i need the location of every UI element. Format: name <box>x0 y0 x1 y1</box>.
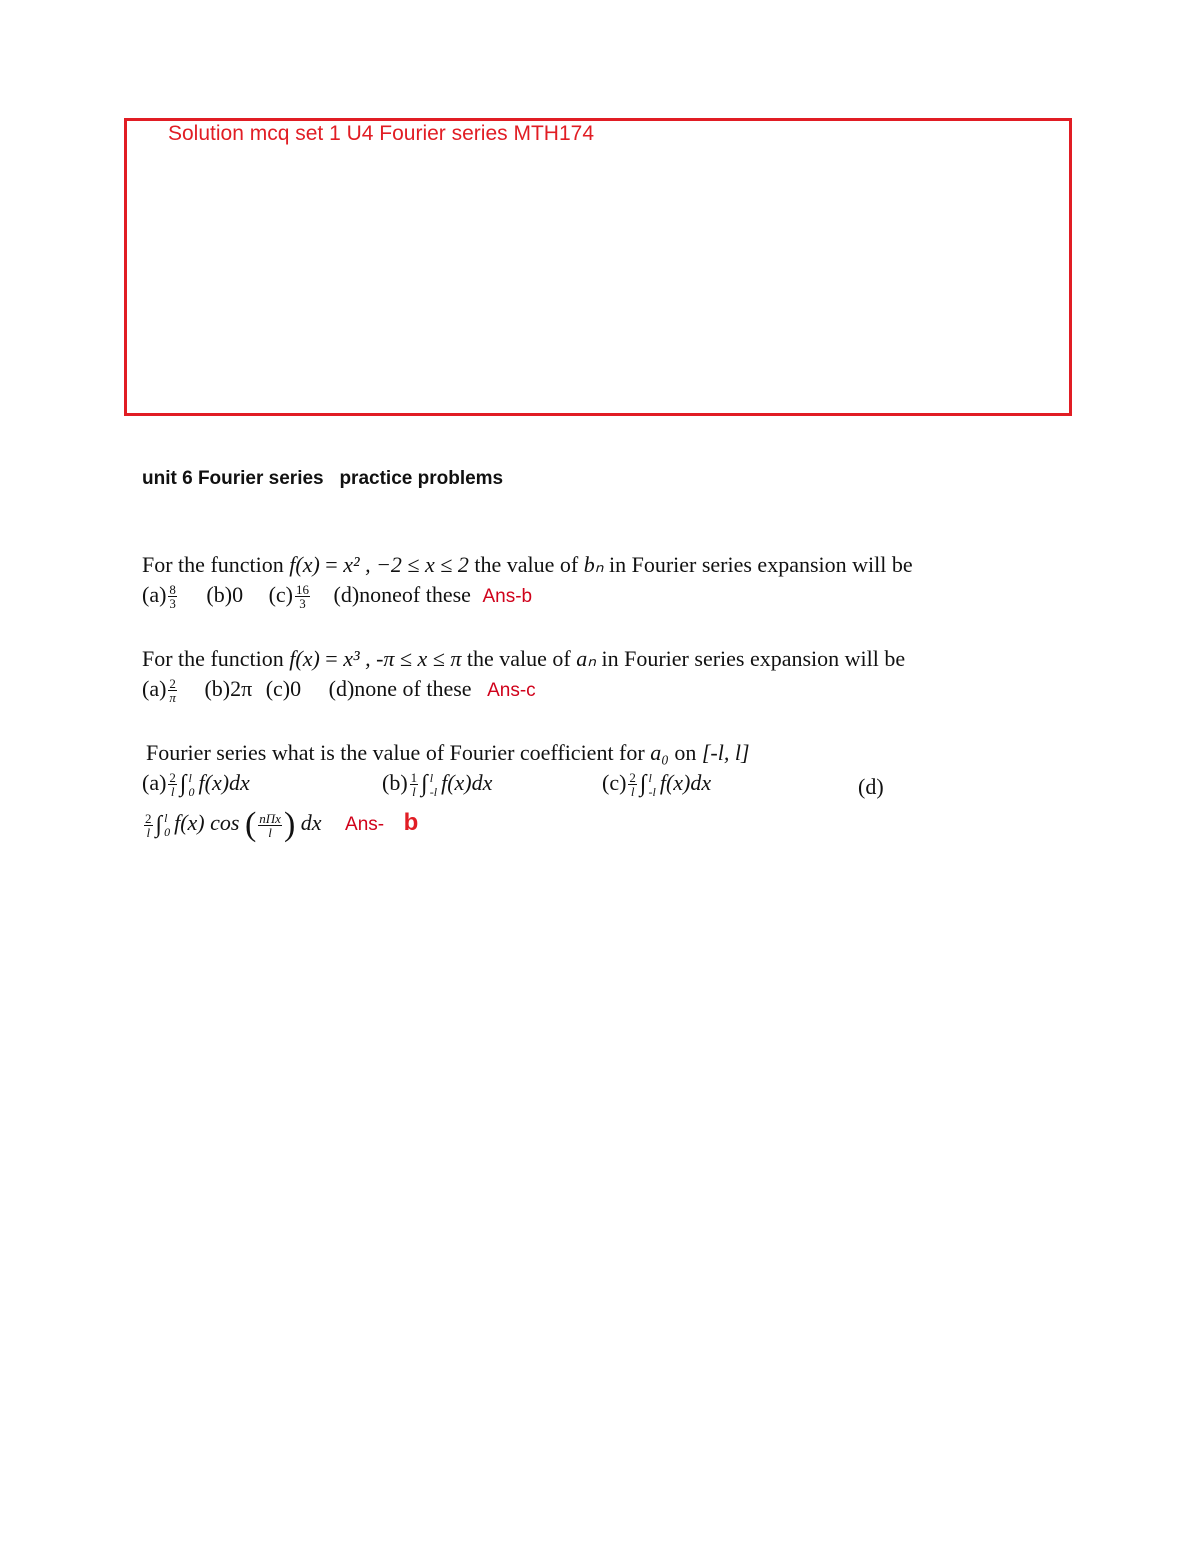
q3-a-limits <box>189 771 195 800</box>
q3-b-upper: l <box>429 770 434 785</box>
q1-fx: f(x) <box>289 552 320 577</box>
q1-option-c-fraction <box>295 583 310 610</box>
q3-d-num: 2 <box>145 810 152 826</box>
q3-option-d <box>142 806 418 844</box>
q3-d-inner-fraction <box>258 812 282 839</box>
q1-answer: Ans-b <box>482 586 533 607</box>
q2-option-d: (d)none of these <box>328 676 472 701</box>
q1-option-c: (c) <box>268 582 293 607</box>
q3-a-fraction <box>168 771 177 798</box>
q3-option-a <box>142 770 250 799</box>
q3-on: on <box>668 740 702 765</box>
q2-option-a: (a) <box>142 676 167 701</box>
q1-a-den: 3 <box>169 596 176 612</box>
q3-c-num: 2 <box>629 770 636 786</box>
q1-middle: the value of <box>468 552 584 577</box>
q3-option-b <box>382 770 492 799</box>
integral-sign-icon: ∫ <box>155 811 163 838</box>
section-heading: unit 6 Fourier series practice problems <box>142 468 504 489</box>
q2-option-c: (c)0 <box>265 676 302 701</box>
box-title: Solution mcq set 1 U4 Fourier series MTH174 <box>168 122 594 145</box>
q2-a-den: π <box>169 690 176 706</box>
q1-c-num: 16 <box>296 582 309 598</box>
q2-suffix: in Fourier series expansion will be <box>596 646 906 671</box>
q2-middle: the value of <box>461 646 577 671</box>
q2-options <box>142 676 536 704</box>
q3-d-upper: l <box>164 810 168 825</box>
q2-a-num: 2 <box>169 676 176 692</box>
q3-a-lower: 0 <box>188 784 195 799</box>
q1-option-d: (d)noneof these <box>333 582 471 607</box>
q1-suffix: in Fourier series expansion will be <box>603 552 913 577</box>
q3-a-upper: l <box>188 770 192 785</box>
q3-c-upper: l <box>648 770 652 785</box>
q3-b-den: l <box>412 784 416 800</box>
q3-interval: [-l, l] <box>701 740 750 765</box>
q3-d-dx: dx <box>300 810 322 836</box>
q1-option-b: (b)0 <box>206 582 244 607</box>
q3-c-lower: -l <box>648 784 656 799</box>
q3-c-body: f(x)dx <box>659 770 712 795</box>
q3-c-fraction <box>628 771 637 798</box>
q3-question <box>146 740 750 766</box>
q1-expr: x² , −2 ≤ x ≤ 2 <box>343 552 469 577</box>
q1-options <box>142 582 532 610</box>
q3-d-inner-num: nΠx <box>259 810 281 826</box>
q3-d-fraction <box>144 812 153 839</box>
q3-option-d-label: (d) <box>858 774 884 799</box>
q2-coef: aₙ <box>576 646 596 671</box>
q2-option-b: (b)2π <box>204 676 253 701</box>
q2-prefix: For the function <box>142 646 290 671</box>
q3-b-lower: -l <box>429 784 438 799</box>
q3-d-inner-den: l <box>268 824 272 840</box>
q1-c-den: 3 <box>299 596 306 612</box>
q3-option-a-label: (a) <box>142 770 167 795</box>
q3-b-num: 1 <box>410 770 418 786</box>
q3-b-fraction <box>410 771 419 798</box>
q2-question <box>142 646 905 672</box>
q2-answer: Ans-c <box>487 680 536 701</box>
q3-option-b-label: (b) <box>382 770 408 795</box>
q1-question <box>142 552 913 578</box>
q3-d-limits <box>164 811 170 840</box>
integral-sign-icon: ∫ <box>179 771 187 798</box>
q1-option-a-fraction <box>168 583 177 610</box>
q3-b-body: f(x)dx <box>441 770 493 795</box>
q3-handwritten-answer: b <box>403 809 419 837</box>
q3-c-den: l <box>630 784 635 800</box>
q3-d-body: f(x) cos <box>174 810 240 836</box>
q3-coef: a₀ <box>650 740 669 765</box>
q3-option-c-label: (c) <box>602 770 627 795</box>
q1-coef: bₙ <box>583 552 604 577</box>
q3-c-limits <box>649 771 656 800</box>
q3-a-den: l <box>170 784 175 800</box>
q2-eq: = <box>319 646 344 671</box>
q1-a-num: 8 <box>169 582 176 598</box>
q1-prefix: For the function <box>142 552 290 577</box>
q3-b-limits <box>430 771 437 800</box>
q3-option-c <box>602 770 711 799</box>
q3-a-body: f(x)dx <box>198 770 250 795</box>
q3-d-lower: 0 <box>164 825 171 839</box>
q2-fx: f(x) <box>289 646 320 671</box>
solution-box <box>124 118 1072 416</box>
q2-option-a-fraction <box>168 677 177 704</box>
integral-sign-icon: ∫ <box>421 771 428 798</box>
q3-d-den: l <box>146 824 151 840</box>
integral-sign-icon: ∫ <box>639 771 647 798</box>
q3-a-num: 2 <box>169 770 176 786</box>
q1-option-a: (a) <box>142 582 167 607</box>
q3-prefix: Fourier series what is the value of Fourier coefficient for <box>146 740 651 765</box>
q1-eq: = <box>319 552 344 577</box>
q2-expr: x³ , -π ≤ x ≤ π <box>343 646 462 671</box>
q3-answer: Ans- <box>345 814 385 836</box>
right-paren-icon: ) <box>283 806 296 843</box>
left-paren-icon: ( <box>244 806 257 843</box>
